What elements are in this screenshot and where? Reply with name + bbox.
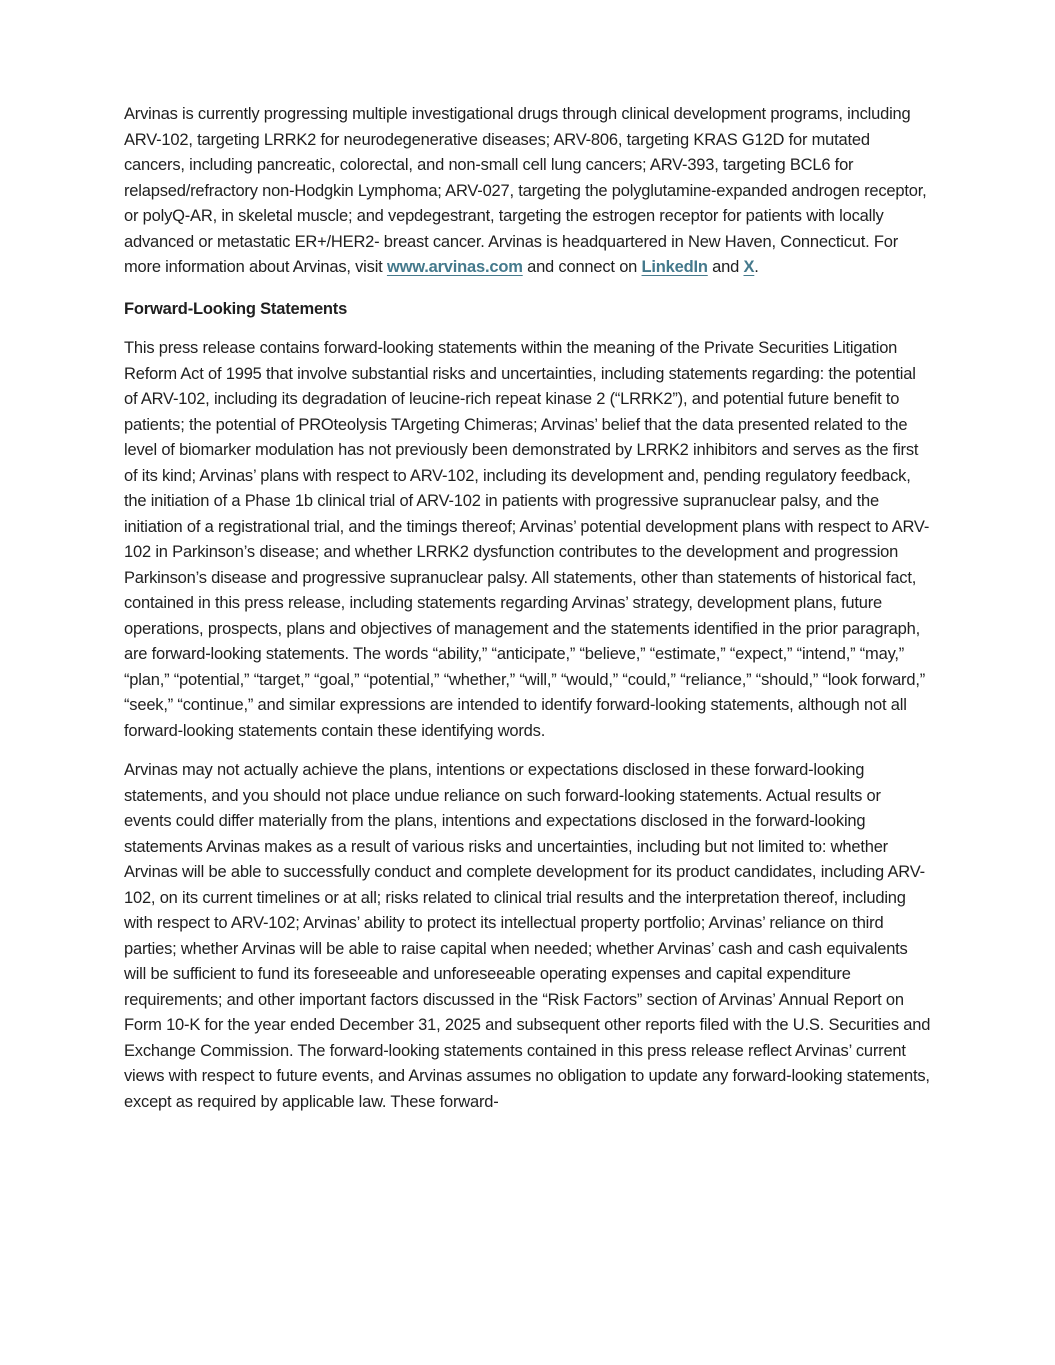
forward-looking-paragraph-2: Arvinas may not actually achieve the plans, intentions or expectations disclosed in these forward-looking statements, and you should not place undue reliance on such forward-looking statements. Actual results or events could differ materially from the plans, intentions and expectations disclosed in the forward-looking statements Arvinas makes as a result of various risks and uncertainties, including but not limited to: whether Arvinas will be able to successfully conduct and complete development for its product candidates, including ARV-102, on its current timelines or at all; risks related to clinical trial results and the interpretation thereof, including with respect to ARV-102; Arvinas’ ability to protect its intellectual property portfolio; Arvinas’ reliance on third parties; whether Arvinas will be able to raise capital when needed; whether Arvinas’ cash and cash equivalents will be sufficient to fund its foreseeable and unforeseeable operating expenses and capital expenditure requirements; and other important factors discussed in the “Risk Factors” section of Arvinas’ Annual Report on Form 10-K for the year ended December 31, 2025 and subsequent other reports filed with the U.S. Securities and Exchange Commission. The forward-looking statements contained in this press release reflect Arvinas’ current views with respect to future events, and Arvinas assumes no obligation to update any forward-looking statements, except as required by applicable law. These forward-: [124, 761, 931, 1111]
forward-looking-statements-heading: Forward-Looking Statements: [124, 299, 348, 318]
x-link[interactable]: X: [743, 258, 755, 276]
linkedin-link[interactable]: LinkedIn: [641, 258, 708, 276]
intro-text-before-website: Arvinas is currently progressing multiple investigational drugs through clinical development programs, including ARV-102, targeting LRRK2 for neurodegenerative diseases; ARV-806, targeting KRAS G12D for mutated cancers, including pancreatic, colorectal, and non-small cell lung cancers; ARV-393, targeting BCL6 for relapsed/refractory non-Hodgkin Lymphoma; ARV-027, targeting the polyglutamine-expanded androgen receptor, or polyQ-AR, in skeletal muscle; and vepdegestrant, targeting the estrogen receptor for patients with locally advanced or metastatic ER+/HER2- breast cancer. Arvinas is headquartered in New Haven, Connecticut. For more information about Arvinas, visit: [124, 105, 927, 276]
intro-text-end: .: [754, 258, 759, 276]
intro-text-after-linkedin: and: [707, 258, 744, 276]
arvinas-website-link[interactable]: www.arvinas.com: [386, 258, 523, 276]
forward-looking-paragraph-1: This press release contains forward-looking statements within the meaning of the Private Securities Litigation Reform Act of 1995 that involve substantial risks and uncertainties, including statements regarding: the potential of ARV-102, including its degradation of leucine-rich repeat kinase 2 (“LRRK2”), and potential future benefit to patients; the potential of PROteolysis TArgeting Chimeras; Arvinas’ belief that the data presented related to the level of biomarker modulation has not previously been demonstrated by LRRK2 inhibitors and serves as the first of its kind; Arvinas’ plans with respect to ARV-102, including its development and, pending regulatory feedback, the initiation of a Phase 1b clinical trial of ARV-102 in patients with progressive supranuclear palsy, and the initiation of a registrational trial, and the timings thereof; Arvinas’ potential development plans with respect to ARV-102 in Parkinson’s disease; and whether LRRK2 dysfunction contributes to the development and progression Parkinson’s disease and progressive supranuclear palsy. All statements, other than statements of historical fact, contained in this press release, including statements regarding Arvinas’ strategy, development plans, future operations, prospects, plans and objectives of management and the statements identified in the prior paragraph, are forward-looking statements. The words “ability,” “anticipate,” “believe,” “estimate,” “expect,” “intend,” “may,” “plan,” “potential,” “target,” “goal,” “potential,” “whether,” “will,” “would,” “could,” “reliance,” “should,” “look forward,” “seek,” “continue,” and similar expressions are intended to identify forward-looking statements, although not all forward-looking statements contain these identifying words.: [124, 339, 930, 740]
intro-text-after-website: and connect on: [522, 258, 642, 276]
intro-paragraph: [124, 102, 932, 281]
